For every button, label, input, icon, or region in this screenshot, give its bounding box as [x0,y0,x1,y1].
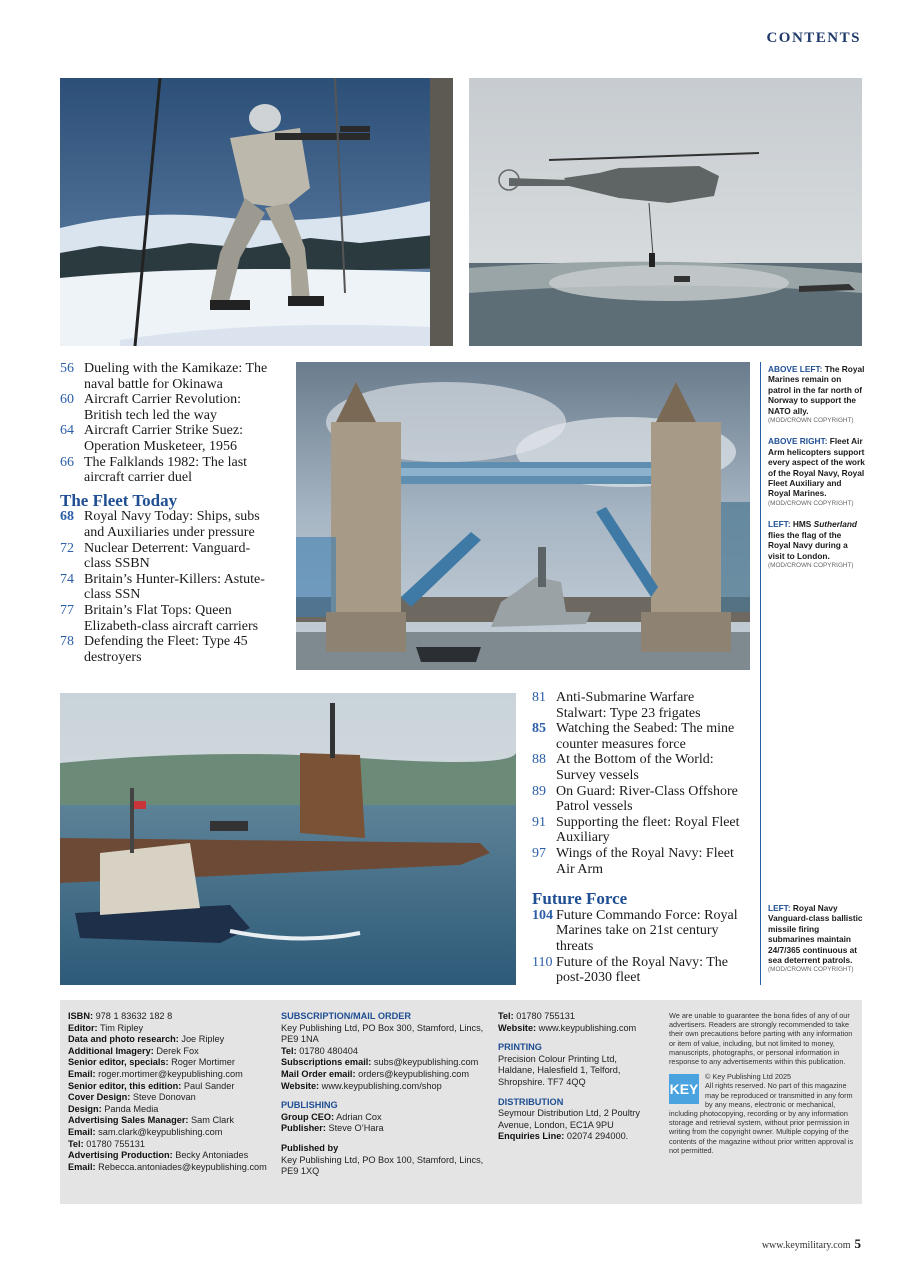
toc-entry[interactable] [60,603,268,634]
caption-text: Fleet Air Arm helicopters support every aspect of the work of the Royal Navy, Royal Fleet Auxiliary and Royal Marines. [768,436,865,499]
caption-credit: (MOD/CROWN COPYRIGHT) [768,417,854,425]
disclaimer-text: We are unable to guarantee the bona fides of any of our advertisers. Readers are strongly recommended to take their own precautions before parting with any information or item of value, including, but not limited to money, manuscripts, photographs, or personal information in response to any advertisements within this publication. [669,1011,853,1067]
imprint-email[interactable]: orders@keypublishing.com [355,1068,470,1079]
toc-page-number: 104 [532,907,553,923]
toc-entry[interactable] [60,509,268,540]
toc-title: Britain’s Flat Tops: Queen Elizabeth-class aircraft carriers [84,602,259,634]
imprint-value: Tim Ripley [97,1022,144,1033]
imprint-value: Steve Donovan [130,1092,196,1103]
toc-title: Watching the Seabed: The mine counter measures force [556,721,735,752]
toc-title: Aircraft Carrier Strike Suez: Operation Musketeer, 1956 [84,423,243,454]
distribution-heading: DISTRIBUTION [498,1096,564,1107]
caption-text: HMS [792,519,814,530]
imprint-email[interactable]: Rebecca.antoniades@keypublishing.com [95,1161,267,1172]
imprint-label: Tel: [281,1045,297,1056]
toc-title: Future Commando Force: Royal Marines take on 21st century threats [556,907,738,954]
toc-title: Dueling with the Kamikaze: The naval battle for Okinawa [84,361,268,392]
toc-right [532,690,747,986]
imprint-label: Tel: [498,1011,514,1021]
toc-page-number: 66 [60,454,74,470]
footer-url[interactable]: www.keymilitary.com [761,1240,851,1251]
imprint-subscription [281,1011,489,1178]
printing-address: Precision Colour Printing Ltd, Haldane, Halesfield 1, Telford, Shropshire. TF7 4QQ [498,1053,621,1087]
imprint-value: Adrian Cox [334,1111,382,1122]
imprint-label: Enquiries Line: [498,1131,565,1142]
toc-entry[interactable] [60,361,268,392]
toc-entry[interactable] [60,634,268,665]
imprint-link[interactable]: www.keypublishing.com [536,1022,637,1033]
page-number: 5 [854,1236,861,1251]
imprint-label: Cover Design: [68,1092,131,1103]
caption-credit: (MOD/CROWN COPYRIGHT) [768,561,854,569]
imprint-label: Advertising Sales Manager: [68,1115,189,1126]
imprint-label: Mail Order email: [281,1068,356,1079]
publishing-heading: PUBLISHING [281,1100,338,1111]
imprint-box [60,1000,862,1204]
toc-entry[interactable] [60,392,268,423]
caption-ship-name: Sutherland [813,519,857,530]
toc-page-number: 91 [532,814,546,830]
toc-title: At the Bottom of the World: Survey vessels [556,752,714,783]
toc-page-number: 110 [532,954,553,970]
toc-title: Future of the Royal Navy: The post-2030 fleet [556,954,728,986]
imprint-label: Subscriptions email: [281,1057,372,1068]
toc-title: Aircraft Carrier Revolution: British tech led the way [84,392,242,423]
toc-page-number: 77 [60,602,74,618]
captions-upper [768,364,866,571]
toc-page-number: 60 [60,392,74,408]
imprint-value: Roger Mortimer [168,1057,235,1068]
imprint-label: Design: [68,1103,102,1114]
toc-entry[interactable] [532,690,747,721]
imprint-legal [669,1011,857,1155]
toc-entry[interactable] [532,815,747,846]
printing-heading: PRINTING [498,1042,542,1053]
imprint-value: Derek Fox [153,1045,199,1056]
toc-title: Supporting the fleet: Royal Fleet Auxiliary [556,814,740,846]
imprint-label: Senior editor, specials: [68,1057,169,1068]
toc-entry[interactable] [532,955,747,986]
copyright-line: © Key Publishing Ltd 2025 [705,1072,792,1082]
subscription-address: Key Publishing Ltd, PO Box 300, Stamford, Lincs, PE9 1NA [281,1022,484,1045]
toc-title: Britain’s Hunter-Killers: Astute-class SSN [84,571,265,603]
toc-entry[interactable] [532,721,747,752]
caption-above-right [768,436,866,509]
toc-page-number: 81 [532,690,546,705]
toc-page-number: 74 [60,571,74,587]
page-title: CONTENTS [766,30,861,46]
toc-page-number: 85 [532,721,546,737]
imprint-credits [68,1011,280,1173]
caption-lead: ABOVE LEFT: [768,364,823,374]
photo-helicopter [469,78,862,346]
key-publishing-logo: KEY [669,1074,699,1104]
imprint-label: Email: [68,1068,96,1079]
toc-entry[interactable] [60,541,268,572]
toc-page-number: 68 [60,509,74,525]
toc-title: Defending the Fleet: Type 45 destroyers [84,634,248,665]
imprint-label: Website: [498,1022,537,1033]
toc-entry[interactable] [60,572,268,603]
imprint-value: Steve O’Hara [325,1123,384,1134]
imprint-value: Sam Clark [188,1115,234,1126]
toc-entry[interactable] [532,908,747,955]
imprint-label: Advertising Production: [68,1150,173,1161]
toc-section-heading: Future Force [532,889,628,909]
toc-left [60,361,268,665]
imprint-label: Email: [68,1161,96,1172]
photo-marine-snow [60,78,453,346]
imprint-value: Becky Antoniades [172,1150,249,1161]
caption-credit: (MOD/CROWN COPYRIGHT) [768,499,854,507]
captions-lower [768,903,866,976]
imprint-label: Publisher: [281,1123,326,1134]
rights-text: All rights reserved. No part of this magazine may be reproduced or transmitted in any form by any means, electronic or mechanical, including photocopying, recording or by any information storage and retrieval system, without prior permission in writing from the copyright owner. Multiple copying of the contents of the magazine without prior written approval is not permitted. [669,1081,854,1155]
caption-lead: LEFT: [768,519,791,530]
imprint-label: Tel: [68,1138,84,1149]
imprint-label: Senior editor, this edition: [68,1080,182,1091]
toc-section-heading: The Fleet Today [60,490,178,510]
imprint-value: Joe Ripley [178,1034,225,1045]
imprint-label: Email: [68,1126,96,1137]
imprint-printing [498,1011,646,1143]
imprint-label: Additional Imagery: [68,1045,154,1056]
imprint-link[interactable]: www.keypublishing.com/shop [319,1080,442,1091]
imprint-label: Website: [281,1080,320,1091]
toc-title: On Guard: River-Class Offshore Patrol vessels [556,783,738,815]
distribution-address: Seymour Distribution Ltd, 2 Poultry Avenue, London, EC1A 9PU [498,1108,640,1130]
photo-submarine [60,693,516,985]
caption-lead: ABOVE RIGHT: [768,436,828,447]
toc-title: Anti-Submarine Warfare Stalwart: Type 23 frigates [556,690,701,721]
toc-page-number: 56 [60,361,74,376]
imprint-value: 02074 294000. [564,1131,629,1142]
toc-entry[interactable] [60,423,268,454]
subscription-heading: SUBSCRIPTION/MAIL ORDER [281,1011,411,1021]
toc-page-number: 78 [60,634,74,650]
imprint-email[interactable]: sam.clark@keypublishing.com [95,1126,223,1137]
toc-page-number: 64 [60,423,74,439]
toc-entry[interactable] [532,846,747,877]
toc-page-number: 97 [532,845,546,861]
imprint-label: ISBN: [68,1011,94,1021]
column-divider [760,362,761,985]
toc-title: Royal Navy Today: Ships, subs and Auxiliaries under pressure [84,509,260,540]
toc-entry[interactable] [60,455,268,486]
caption-above-left [768,364,866,426]
caption-left-mid [768,519,866,571]
caption-text: Royal Navy Vanguard-class ballistic missile firing submarines maintain 24/7/365 continuous at sea deterrent patrols. [768,903,863,966]
imprint-email[interactable]: roger.mortimer@keypublishing.com [95,1068,243,1079]
toc-page-number: 72 [60,540,74,556]
toc-title: Wings of the Royal Navy: Fleet Air Arm [556,845,734,877]
toc-entry[interactable] [532,784,747,815]
caption-lead: LEFT: [768,903,791,913]
copyright-block [669,1072,857,1155]
imprint-value: 01780 755131 [83,1138,145,1149]
toc-title: The Falklands 1982: The last aircraft carrier duel [84,454,248,486]
caption-text: flies the flag of the Royal Navy during a visit to London. [768,529,848,561]
imprint-value: 978 1 83632 182 8 [93,1011,173,1021]
caption-left-bottom [768,903,866,976]
published-by-label: Published by [281,1142,339,1153]
toc-entry[interactable] [532,752,747,783]
caption-credit: (MOD/CROWN COPYRIGHT) [768,966,854,974]
imprint-value: Panda Media [101,1103,159,1114]
imprint-label: Editor: [68,1022,98,1033]
imprint-label: Data and photo research: [68,1034,179,1045]
toc-page-number: 88 [532,752,546,768]
photo-tower-bridge [296,362,750,670]
imprint-value: 01780 480404 [296,1045,358,1056]
page-footer [762,1236,861,1252]
toc-page-number: 89 [532,783,546,799]
imprint-email[interactable]: subs@keypublishing.com [371,1057,479,1068]
caption-text: The Royal Marines remain on patrol in the far north of Norway to support the NATO ally. [768,364,865,416]
imprint-value: 01780 755131 [513,1011,575,1021]
published-by-address: Key Publishing Ltd, PO Box 100, Stamford, Lincs, PE9 1XQ [281,1154,484,1177]
imprint-label: Group CEO: [281,1111,335,1122]
imprint-value: Paul Sander [181,1080,235,1091]
toc-title: Nuclear Deterrent: Vanguard-class SSBN [84,540,251,572]
